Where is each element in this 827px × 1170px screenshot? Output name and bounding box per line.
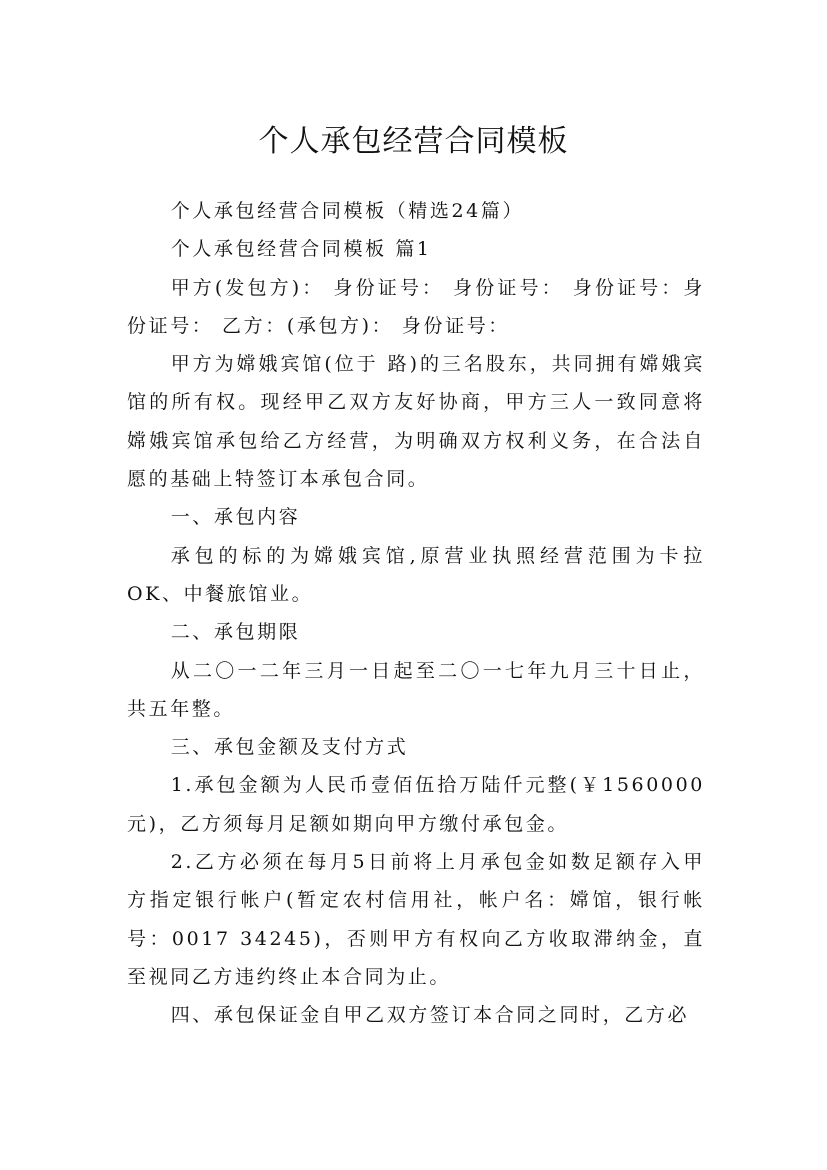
paragraph-payment-amount: 1.承包金额为人民币壹佰伍拾万陆仟元整(￥1560000元)，乙方须每月足额如期向甲方缴付承包金。 [127,774,705,835]
clause-heading-payment: 三、承包金额及支付方式 [170,736,409,759]
clause-heading-term: 二、承包期限 [170,621,301,644]
paragraph-payment-deadline: 2.乙方必须在每月5日前将上月承包金如数足额存入甲方指定银行帐户(暂定农村信用社，帐户名：嫦馆，银行帐号：0017 34245)，否则甲方有权向乙方收取滞纳金，直至视同乙方违约终止本合同为止。 [127,851,705,988]
document-title: 个人承包经营合同模板 [258,124,569,160]
paragraph-term: 从二〇一二年三月一日起至二〇一七年九月三十日止，共五年整。 [127,659,705,720]
paragraph-section-heading: 个人承包经营合同模板 篇1 [170,238,432,261]
paragraph-preamble: 甲方为嫦娥宾馆(位于 路)的三名股东，共同拥有嫦娥宾馆的所有权。现经甲乙双方友好协商，甲方三人一致同意将嫦娥宾馆承包给乙方经营，为明确双方权利义务，在合法自愿的基础上特签订本承包合同。 [127,353,705,491]
paragraph-deposit: 四、承包保证金自甲乙双方签订本合同之同时，乙方必 [170,1004,690,1027]
paragraph-subtitle: 个人承包经营合同模板（精选24篇） [170,200,525,222]
paragraph-parties: 甲方(发包方)： 身份证号： 身份证号： 身份证号：身份证号： 乙方：(承包方)： 身份证号： [127,276,705,337]
paragraph-content: 承包的标的为嫦娥宾馆,原营业执照经营范围为卡拉OK、中餐旅馆业。 [127,544,705,605]
document-body [127,192,705,1035]
clause-heading-content: 一、承包内容 [170,506,301,529]
